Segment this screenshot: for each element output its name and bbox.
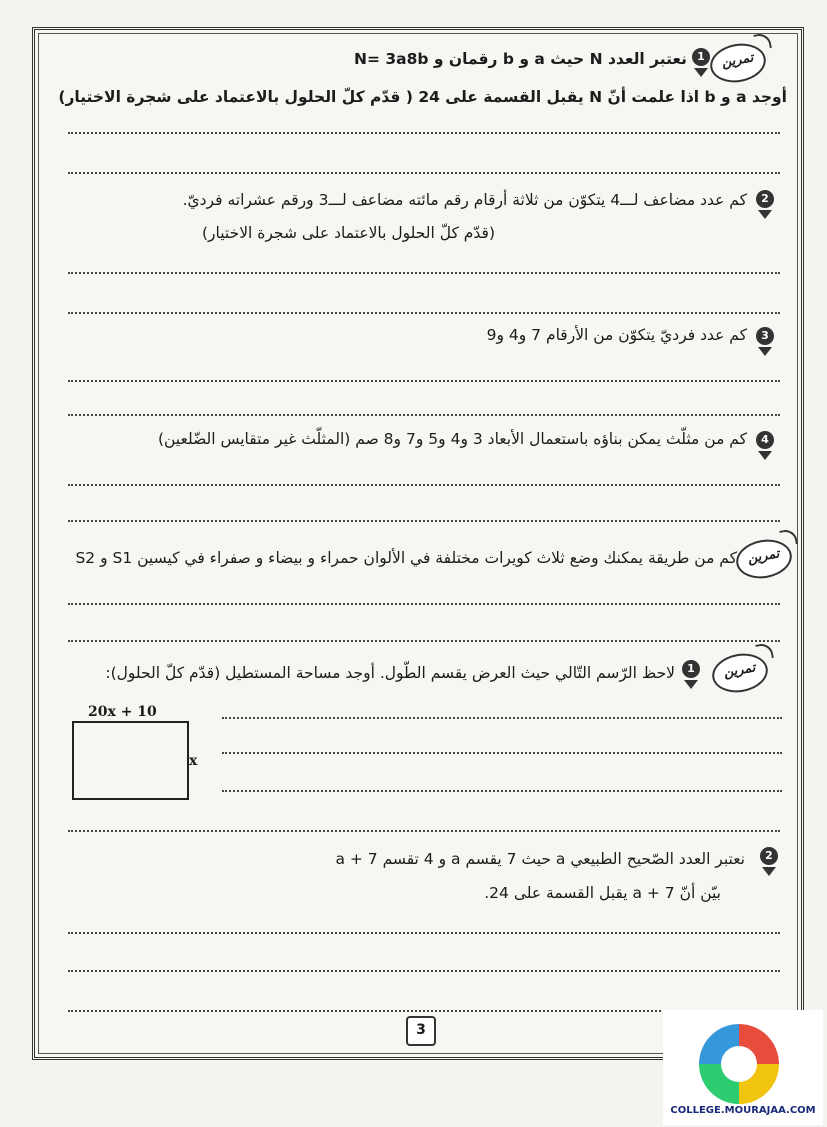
answer-line — [222, 752, 782, 754]
answer-line — [68, 520, 780, 522]
question-number: 3 — [756, 327, 774, 345]
answer-line — [68, 312, 780, 314]
answer-line — [68, 272, 780, 274]
rect-width-label: x — [189, 753, 198, 769]
arrow-down-icon — [762, 867, 776, 876]
answer-line — [68, 932, 780, 934]
question-number: 2 — [756, 190, 774, 208]
arrow-down-icon — [758, 451, 772, 460]
answer-line — [68, 603, 780, 605]
question-text: (قدّم كلّ الحلول بالاعتماد على شجرة الاختيار) — [202, 224, 495, 242]
arrow-down-icon — [758, 347, 772, 356]
answer-line — [68, 380, 780, 382]
question-text: بيّن أنّ a + 7 يقبل القسمة على 24. — [484, 884, 721, 902]
answer-line — [68, 970, 780, 972]
answer-line — [68, 640, 780, 642]
question-text: كم عدد فرديّ يتكوّن من الأرقام 7 و4 و9 — [486, 326, 747, 344]
answer-line — [68, 484, 780, 486]
question-text: نعتبر العدد N حيث a و b رقمان و N= 3a8b — [354, 50, 687, 68]
logo-text: COLLEGE.MOURAJAA.COM — [670, 1105, 816, 1116]
question-number: 2 — [760, 847, 778, 865]
answer-line — [68, 172, 780, 174]
answer-line — [222, 790, 782, 792]
answer-line — [68, 414, 780, 416]
question-text: نعتبر العدد الصّحيح الطبيعي a حيث 7 يقسم a و 4 تقسم a + 7 — [335, 850, 745, 868]
question-text: كم من طريقة يمكنك وضع ثلاث كويرات مختلفة في الألوان حمراء و بيضاء و صفراء في كيسين S1 و S2 — [75, 549, 737, 567]
question-number: 1 — [682, 660, 700, 678]
question-number: 1 — [692, 48, 710, 66]
page-number: 3 — [406, 1016, 436, 1046]
question-text: كم عدد مضاعف لـــ4 يتكوّن من ثلاثة أرقام رقم مائته مضاعف لـــ3 ورقم عشراته فرديّ. — [182, 191, 747, 209]
answer-line — [68, 132, 780, 134]
rectangle-figure — [72, 721, 189, 800]
rect-length-label: 20x + 10 — [88, 704, 157, 720]
exercise-badge: تمرين — [707, 39, 769, 86]
answer-line — [68, 830, 780, 832]
site-logo — [663, 1010, 823, 1125]
question-text: أوجد a و b اذا علمت أنّ N يقبل القسمة على 24 ( قدّم كلّ الحلول بالاعتماد على شجرة الاختيار) — [58, 88, 787, 106]
arrow-down-icon — [694, 68, 708, 77]
arrow-down-icon — [758, 210, 772, 219]
exercise-badge: تمرين — [733, 535, 795, 582]
logo-emblem-icon — [699, 1024, 779, 1104]
question-number: 4 — [756, 431, 774, 449]
arrow-down-icon — [684, 680, 698, 689]
question-text: لاحظ الرّسم التّالي حيث العرض يقسم الطّول. أوجد مساحة المستطيل (قدّم كلّ الحلول): — [105, 664, 675, 682]
question-text: كم من مثلّث يمكن بناؤه باستعمال الأبعاد 3 و4 و5 و7 و8 صم (المثلّث غير متقايس الضّلعين) — [157, 430, 747, 448]
exercise-badge: تمرين — [709, 649, 771, 696]
answer-line — [222, 717, 782, 719]
